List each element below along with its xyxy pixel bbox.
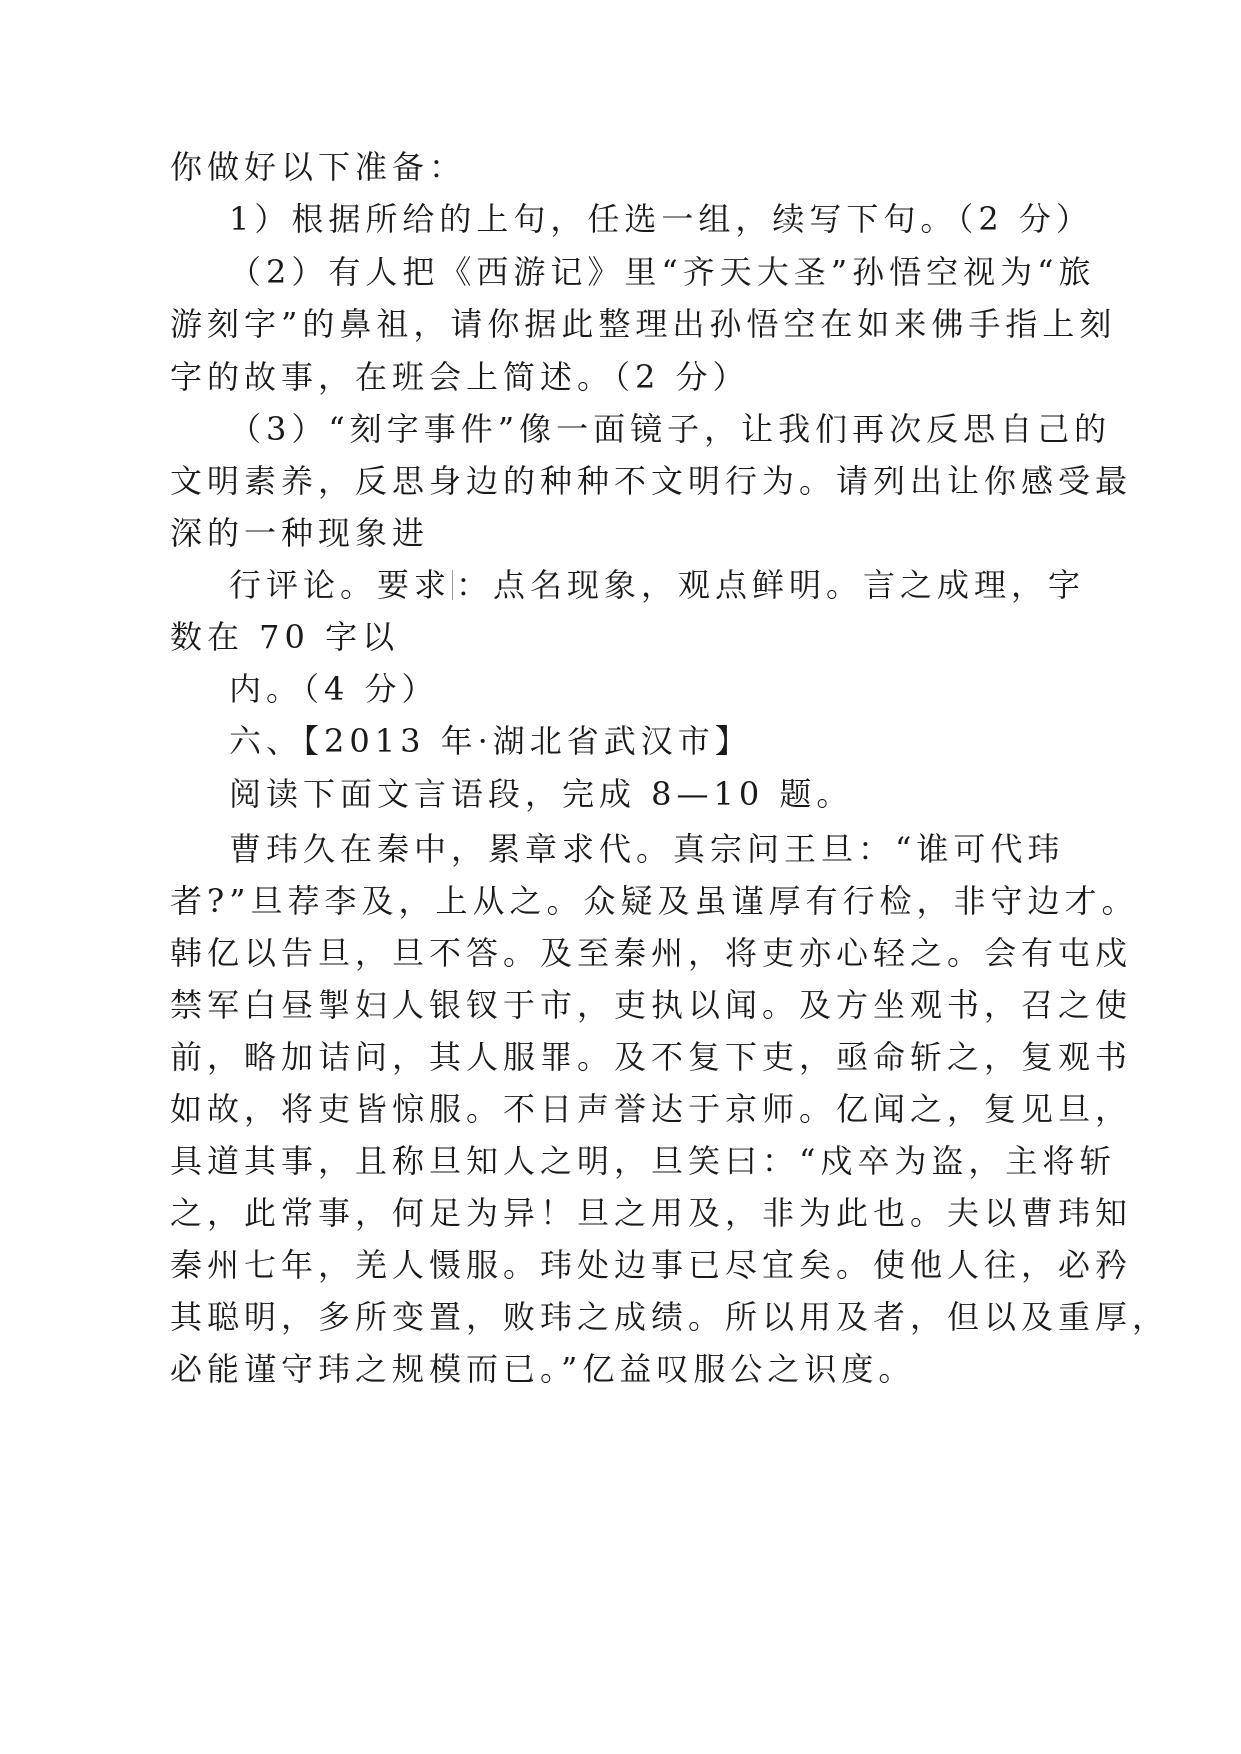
text-segment: ：点名现象，观点鲜明。言之成理，字 xyxy=(456,566,1086,604)
text-line: 其聪明，多所变置，败玮之成绩。所以用及者，但以及重厚， xyxy=(170,1298,1170,1336)
text-line: 秦州七年，羌人慑服。玮处边事已尽宜矣。使他人往，必矜 xyxy=(170,1246,1133,1284)
text-line xyxy=(229,565,1085,605)
text-line: 如故，将吏皆惊服。不日声誉达于京师。亿闻之，复见旦， xyxy=(170,1090,1133,1128)
text-line: 前，略加诘问，其人服罪。及不复下吏，亟命斩之，复观书 xyxy=(170,1038,1133,1076)
text-line: 你做好以下准备： xyxy=(170,148,467,186)
text-line: 必能谨守玮之规模而已。”亿益叹服公之识度。 xyxy=(170,1350,916,1388)
text-line: 者?”旦荐李及，上从之。众疑及虽谨厚有行检，非守边才。 xyxy=(170,882,1139,920)
text-line: 具道其事，且称旦知人之明，旦笑曰：“戍卒为盗，主将斩 xyxy=(170,1142,1117,1180)
text-line: （3）“刻字事件”像一面镜子，让我们再次反思自己的 xyxy=(229,410,1112,448)
text-segment: 行评论。要求 xyxy=(229,566,452,604)
text-line: 深的一种现象进 xyxy=(170,514,430,552)
text-line: 内。（4 分） xyxy=(229,670,439,708)
text-line: 禁军白昼掣妇人银钗于市，吏执以闻。及方坐观书，召之使 xyxy=(170,986,1133,1024)
text-line: 游刻字”的鼻祖，请你据此整理出孙悟空在如来佛手指上刻 xyxy=(170,305,1117,343)
text-line: 字的故事，在班会上简述。（2 分） xyxy=(170,358,750,396)
text-line: 阅读下面文言语段，完成 8—10 题。 xyxy=(229,775,854,813)
text-line: 1）根据所给的上句，任选一组，续写下句。（2 分） xyxy=(229,200,1093,238)
section-heading: 六、【2013 年·湖北省武汉市】 xyxy=(229,722,752,760)
text-line: 韩亿以告旦，旦不答。及至秦州，将吏亦心轻之。会有屯戍 xyxy=(170,934,1133,972)
text-line: 文明素养，反思身边的种种不文明行为。请列出让你感受最 xyxy=(170,462,1133,500)
text-line: 曹玮久在秦中，累章求代。真宗问王旦：“谁可代玮 xyxy=(229,830,1065,868)
text-line: 之，此常事，何足为异！旦之用及，非为此也。夫以曹玮知 xyxy=(170,1194,1133,1232)
text-line: 数在 70 字以 xyxy=(170,618,400,656)
text-cursor xyxy=(452,570,453,600)
text-line: （2）有人把《西游记》里“齐天大圣”孙悟空视为“旅 xyxy=(229,253,1096,291)
